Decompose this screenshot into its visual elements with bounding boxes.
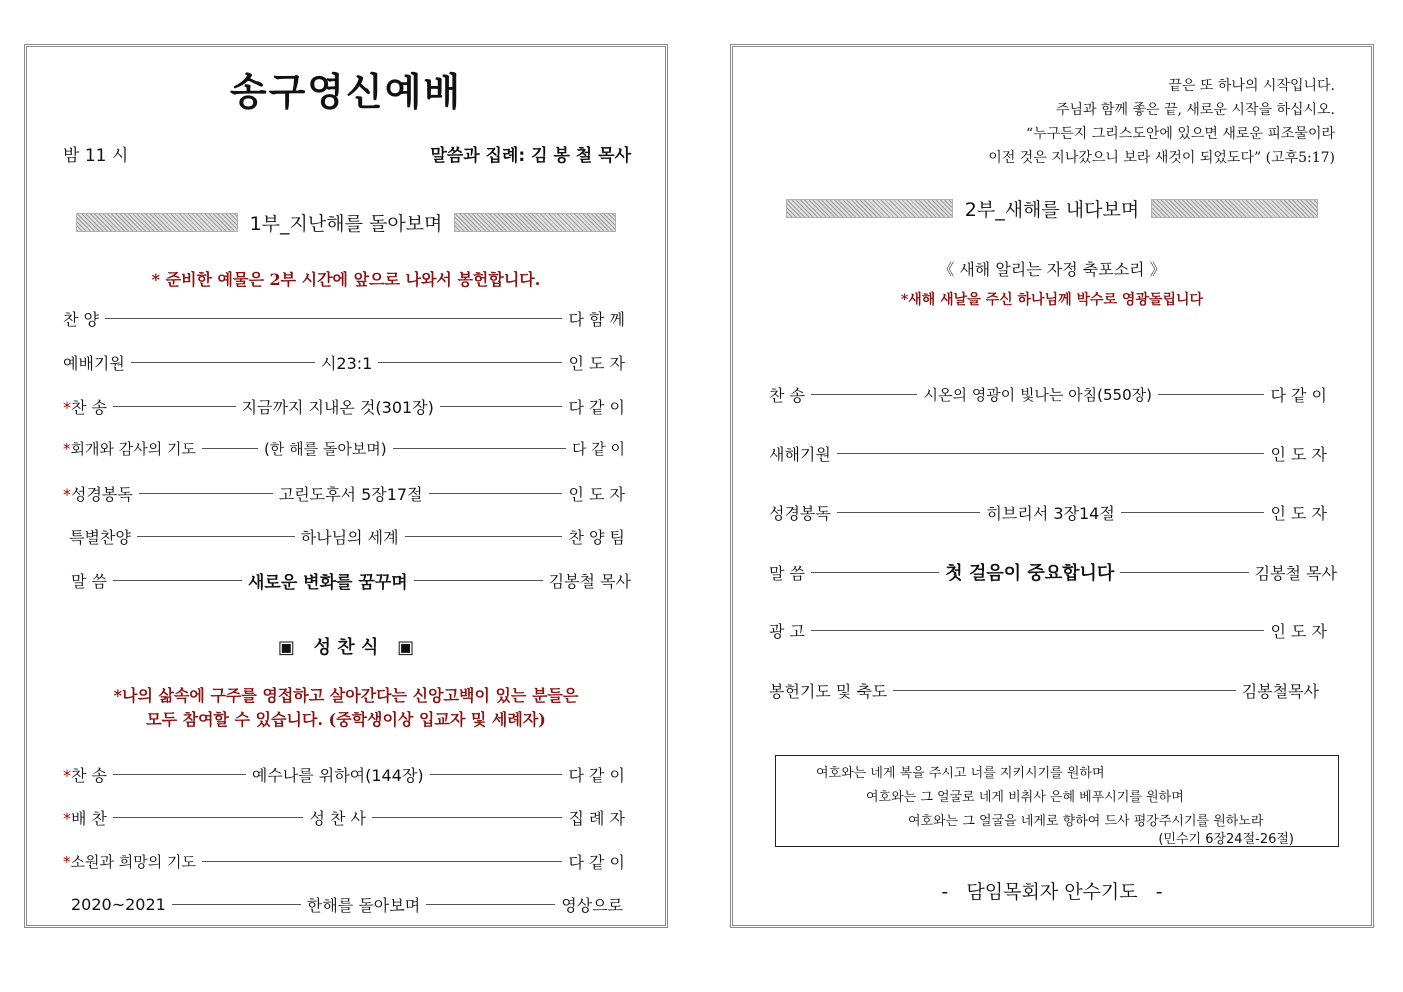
- blessing-box: [775, 755, 1339, 847]
- order-item: *성경봉독 고린도후서 5장17절 인 도 자: [63, 482, 625, 505]
- item-leader: 인 도 자: [568, 354, 626, 373]
- item-label: 성경봉독: [769, 504, 831, 523]
- offering-note: * 준비한 예물은 2부 시간에 앞으로 나와서 봉헌합니다.: [151, 270, 541, 289]
- dash-line: [893, 690, 1235, 691]
- order-item: [63, 307, 625, 330]
- dash-line: [113, 580, 242, 581]
- left-page: [24, 44, 668, 928]
- order-item: [769, 559, 1337, 585]
- dash-line: [372, 817, 562, 818]
- order-item: [769, 619, 1327, 642]
- item-leader: 김봉철목사: [1241, 682, 1319, 701]
- section-title: 2부_새해를 내다보며: [964, 199, 1140, 221]
- item-label: 찬 송: [769, 386, 805, 405]
- blessing-line: 여호와는 그 얼굴을 네게로 향하여 드사 평강주시기를 원하노라: [908, 814, 1264, 829]
- service-time: 밤 11 시: [63, 146, 129, 166]
- quote-line: “누구든지 그리스도안에 있으면 새로운 피조물이라: [1026, 126, 1335, 142]
- item-label: 봉헌기도 및 축도: [769, 682, 888, 701]
- dash-line: [430, 774, 563, 775]
- dash-line: [139, 493, 273, 494]
- item-label: 찬 송: [71, 398, 107, 417]
- item-leader: 인 도 자: [568, 485, 626, 504]
- item-label: 소원과 희망의 기도: [70, 853, 196, 871]
- item-content: 지금까지 지내온 것(301장): [241, 398, 434, 417]
- item-label: 2020~2021: [71, 895, 166, 914]
- item-label: 말 씀: [769, 563, 805, 583]
- closing-prayer: - 담임목회자 안수기도 -: [941, 881, 1163, 903]
- order-item: [769, 679, 1319, 702]
- dash-line: [105, 318, 562, 319]
- dash-line: [1120, 572, 1248, 573]
- item-label: 말 씀: [71, 572, 107, 591]
- item-content: 한해를 돌아보며: [306, 896, 421, 915]
- item-content: 고린도후서 5장17절: [278, 485, 423, 504]
- dash-line: [414, 580, 543, 581]
- order-item: *소원과 희망의 기도 다 같 이: [63, 850, 625, 873]
- dash-line: [172, 904, 301, 905]
- praise-note: *새해 새날을 주신 하나님께 박수로 영광돌립니다: [900, 292, 1204, 308]
- order-item: [769, 501, 1327, 524]
- item-content: 예수나를 위하여(144장): [251, 766, 424, 785]
- order-item: *찬 송 지금까지 지내온 것(301장) 다 같 이: [63, 395, 625, 418]
- order-item: [769, 442, 1327, 465]
- communion-note: 모두 참여할 수 있습니다. (중학생이상 입교자 및 세례자): [146, 710, 546, 729]
- item-leader: 다 같 이: [1270, 386, 1328, 405]
- item-label: 예배기원: [63, 354, 125, 373]
- quote-line: 끝은 또 하나의 시작입니다.: [1168, 78, 1335, 94]
- dash-line: [440, 406, 563, 407]
- quote-line: 주님과 함께 좋은 끝, 새로운 시작을 하십시오.: [1055, 102, 1335, 118]
- dash-line: [378, 362, 562, 363]
- item-leader: 인 도 자: [1270, 504, 1327, 523]
- item-leader: 인 도 자: [1270, 622, 1327, 641]
- sermon-title: 새로운 변화를 꿈꾸며: [248, 573, 408, 593]
- item-content: 성 찬 사: [309, 809, 366, 828]
- dash-line: [393, 448, 566, 449]
- item-label: 찬 송: [71, 766, 107, 785]
- dash-line: [1158, 394, 1264, 395]
- firecracker-note: 《 새해 알리는 자정 축포소리 》: [938, 260, 1166, 279]
- item-leader: 김봉철 목사: [548, 572, 632, 591]
- item-label: 광 고: [769, 622, 805, 641]
- sermon-title: 첫 걸음이 중요합니다: [945, 563, 1115, 584]
- item-leader: 다 같 이: [568, 766, 625, 785]
- dash-line: [1121, 512, 1265, 513]
- item-leader: 인 도 자: [1270, 445, 1327, 464]
- item-content: 시온의 영광이 빛나는 아침(550장): [923, 386, 1152, 404]
- section-title: 1부_지난해를 돌아보며: [249, 213, 443, 235]
- officiant: 말씀과 집례: 김 봉 철 목사: [430, 146, 631, 166]
- item-leader: 집 례 자: [568, 809, 625, 828]
- order-item: [71, 568, 631, 593]
- item-label: 성경봉독: [71, 485, 133, 504]
- page-title: 송구영신예배: [229, 70, 463, 114]
- section-header-part1: [27, 209, 665, 236]
- dash-line: [405, 536, 563, 537]
- order-item: *회개와 감사의 기도 (한 해를 돌아보며) 다 같 이: [63, 440, 625, 458]
- order-item: *찬 송 예수나를 위하여(144장) 다 같 이: [63, 763, 625, 786]
- dash-line: [131, 362, 315, 363]
- item-label: 배 찬: [71, 809, 107, 828]
- item-content: (한 해를 돌아보며): [263, 440, 387, 458]
- item-label: 특별찬양: [69, 528, 131, 547]
- dash-line: [113, 817, 303, 818]
- dash-line: [811, 630, 1264, 631]
- hatch-bar-left: [76, 213, 238, 232]
- order-item: [769, 383, 1327, 406]
- quote-line: 이전 것은 지나갔으니 보라 새것이 되었도다” (고후5:17): [988, 150, 1335, 166]
- item-leader: 영상으로: [561, 896, 624, 915]
- dash-line: [113, 774, 246, 775]
- item-label: 새해기원: [769, 445, 831, 464]
- item-leader: 다 같 이: [571, 440, 625, 458]
- order-item: [71, 893, 623, 916]
- blessing-line: 여호와는 네게 복을 주시고 너를 지키시기를 원하며: [816, 766, 1105, 781]
- order-item: [63, 351, 625, 374]
- hatch-bar-left: [786, 199, 953, 218]
- item-content: 히브리서 3장14절: [986, 504, 1115, 523]
- dash-line: [811, 394, 917, 395]
- item-leader: 김봉철 목사: [1254, 563, 1337, 583]
- order-item: [69, 525, 625, 548]
- item-leader: 찬 양 팀: [568, 528, 626, 547]
- dash-line: [113, 406, 236, 407]
- hatch-bar-right: [1151, 199, 1318, 218]
- item-leader: 다 함 께: [568, 310, 625, 329]
- item-content: 하나님의 세계: [300, 528, 399, 547]
- dash-line: [137, 536, 295, 537]
- item-label: 회개와 감사의 기도: [70, 440, 196, 458]
- communion-title: ▣ 성 찬 식 ▣: [277, 637, 415, 658]
- dash-line: [837, 512, 981, 513]
- item-leader: 다 같 이: [568, 398, 626, 417]
- dash-line: [429, 493, 563, 494]
- section-header-part2: [733, 195, 1371, 222]
- communion-note: *나의 삶속에 구주를 영접하고 살아간다는 신앙고백이 있는 분들은: [113, 686, 579, 705]
- dash-line: [426, 904, 555, 905]
- order-item: *배 찬 성 찬 사 집 례 자: [63, 806, 625, 829]
- dash-line: [811, 572, 939, 573]
- dash-line: [202, 861, 562, 862]
- dash-line: [202, 448, 258, 449]
- item-label: 찬 양: [63, 310, 99, 329]
- blessing-reference: (민수기 6장24절-26절): [1158, 832, 1294, 847]
- item-content: 시23:1: [320, 354, 373, 373]
- right-page: [730, 44, 1374, 928]
- hatch-bar-right: [454, 213, 616, 232]
- blessing-line: 여호와는 그 얼굴로 네게 비취사 은혜 베푸시기를 원하며: [866, 790, 1184, 805]
- dash-line: [837, 453, 1265, 454]
- item-leader: 다 같 이: [568, 853, 625, 872]
